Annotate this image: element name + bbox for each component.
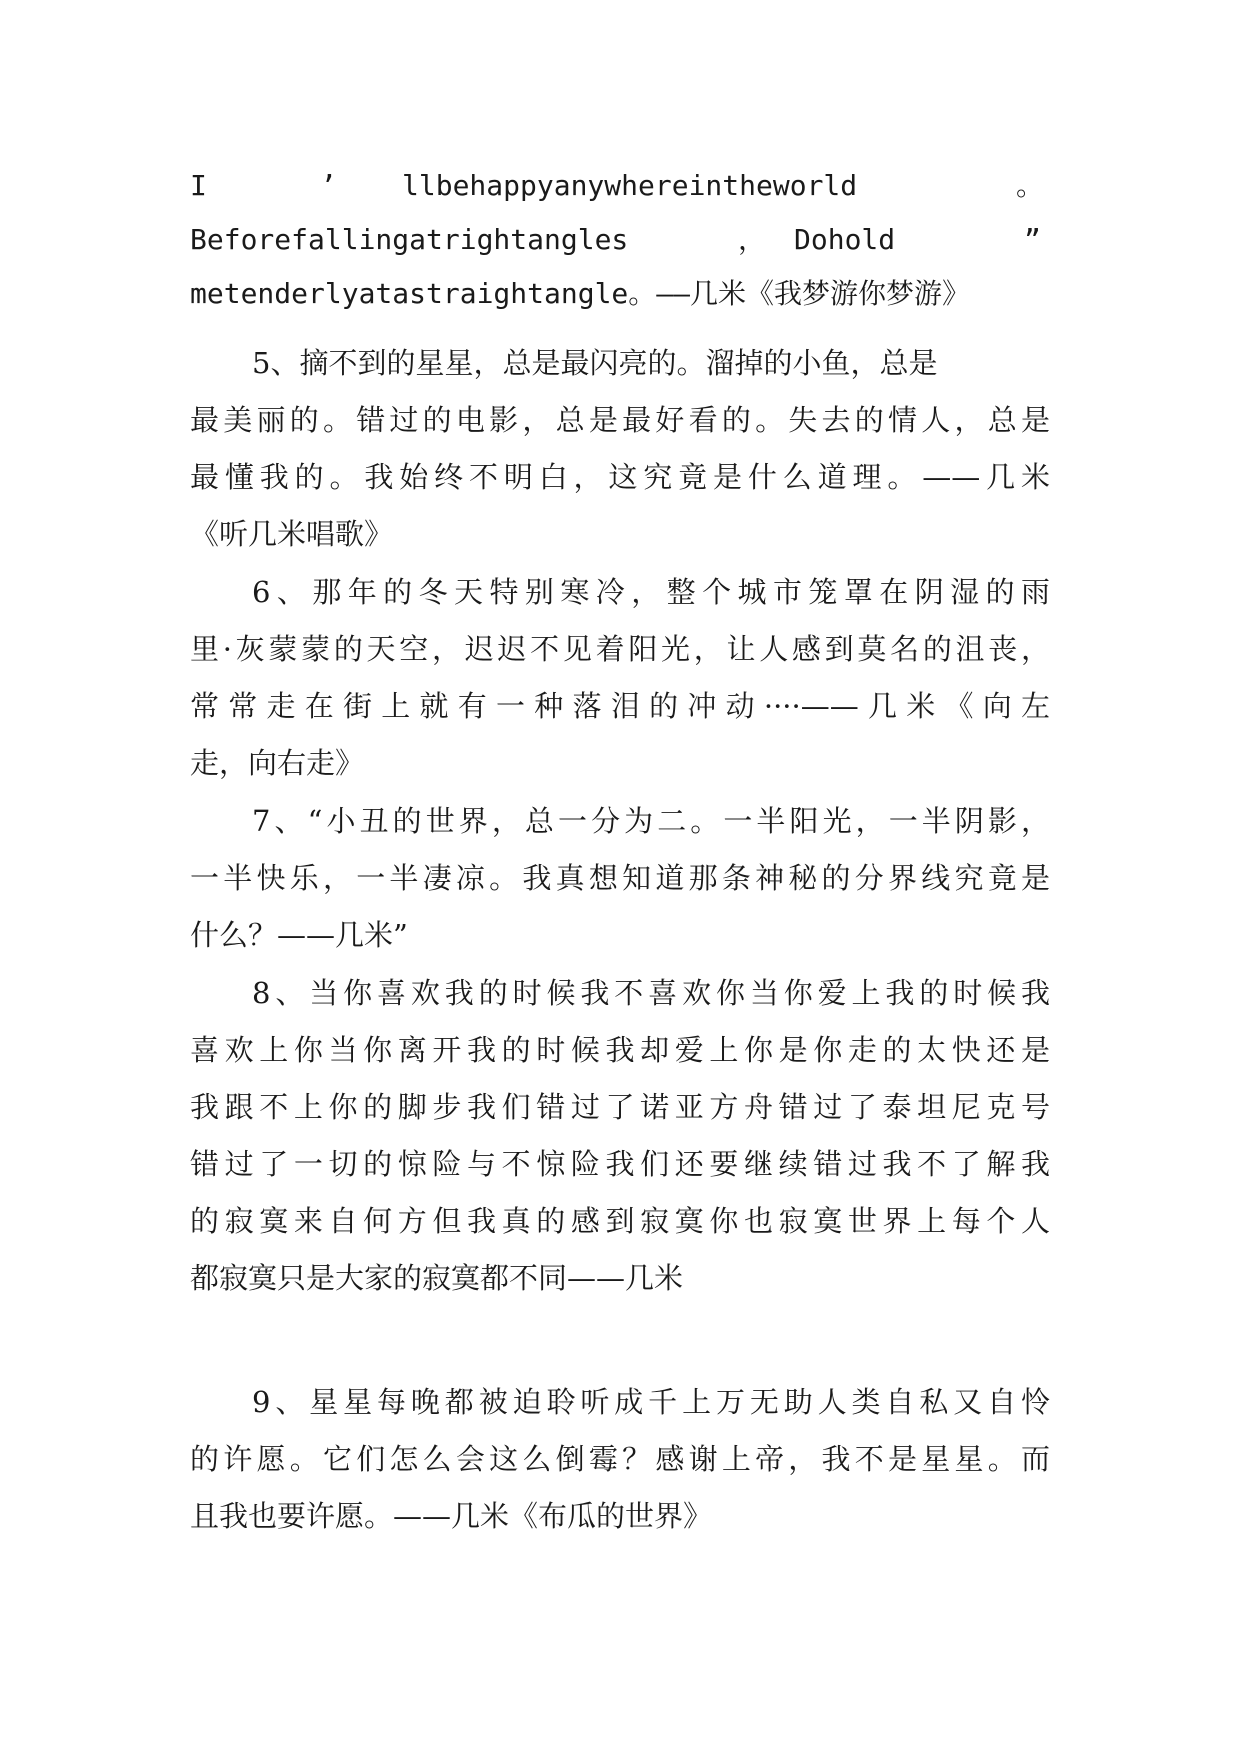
- quote8-line-4: 错过了一切的惊险与不惊险我们还要继续错过我不了解我: [190, 1147, 1050, 1181]
- quote5-line-3: 最懂我的。我始终不明白，这究竟是什么道理。——几米: [190, 460, 1050, 494]
- quote8-line-5: 的寂寞来自何方但我真的感到寂寞你也寂寞世界上每个人: [190, 1204, 1050, 1238]
- quote5-line-1: 5、摘不到的星星，总是最闪亮的。溜掉的小鱼，总是: [252, 346, 938, 380]
- intro-line-3: metenderlyatastraightangle。——几米《我梦游你梦游》: [190, 277, 971, 310]
- quote6-line-2: 里·灰蒙蒙的天空，迟迟不见着阳光，让人感到莫名的沮丧，: [190, 632, 1050, 666]
- quote9-line-3: 且我也要许愿。——几米《布瓜的世界》: [190, 1499, 713, 1533]
- quote7-line-1: 7、“小丑的世界，总一分为二。一半阳光，一半阴影，: [252, 804, 1050, 838]
- intro-line-2: [190, 220, 1050, 260]
- intro-line-2-c: Dohold: [794, 223, 896, 256]
- quote8-line-2: 喜欢上你当你离开我的时候我却爱上你是你走的太快还是: [190, 1033, 1050, 1067]
- intro-line-1-a: I: [190, 169, 207, 202]
- quote6-line-4: 走，向右走》: [190, 746, 365, 780]
- quote8-line-3: 我跟不上你的脚步我们错过了诺亚方舟错过了泰坦尼克号: [190, 1090, 1050, 1124]
- quote8-line-6: 都寂寞只是大家的寂寞都不同——几米: [190, 1261, 684, 1295]
- quote5-line-4: 《听几米唱歌》: [190, 517, 394, 551]
- intro-line-2-a: Beforefallingatrightangles: [190, 223, 629, 256]
- quote8-line-1: 8、当你喜欢我的时候我不喜欢你当你爱上我的时候我: [252, 976, 1050, 1010]
- intro-line-1-b: ’: [320, 169, 337, 202]
- intro-line-1-d: 。: [1016, 169, 1045, 202]
- intro-line-1: [190, 166, 1050, 206]
- intro-line-2-d: ”: [1024, 223, 1041, 256]
- quote5-line-2: 最美丽的。错过的电影，总是最好看的。失去的情人，总是: [190, 403, 1050, 437]
- quote6-line-1: 6、那年的冬天特别寒冷，整个城市笼罩在阴湿的雨: [252, 575, 1050, 609]
- intro-line-2-b: ，: [738, 223, 767, 256]
- quote7-line-3: 什么？——几米”: [190, 918, 408, 952]
- quote7-line-2: 一半快乐，一半凄凉。我真想知道那条神秘的分界线究竟是: [190, 861, 1050, 895]
- quote9-line-2: 的许愿。它们怎么会这么倒霉？感谢上帝，我不是星星。而: [190, 1442, 1050, 1476]
- quote6-line-3: 常常走在街上就有一种落泪的冲动····——几米《向左: [190, 689, 1050, 723]
- quote9-line-1: 9、星星每晚都被迫聆听成千上万无助人类自私又自怜: [252, 1385, 1050, 1419]
- intro-line-1-c: llbehappyanywhereintheworld: [402, 169, 858, 202]
